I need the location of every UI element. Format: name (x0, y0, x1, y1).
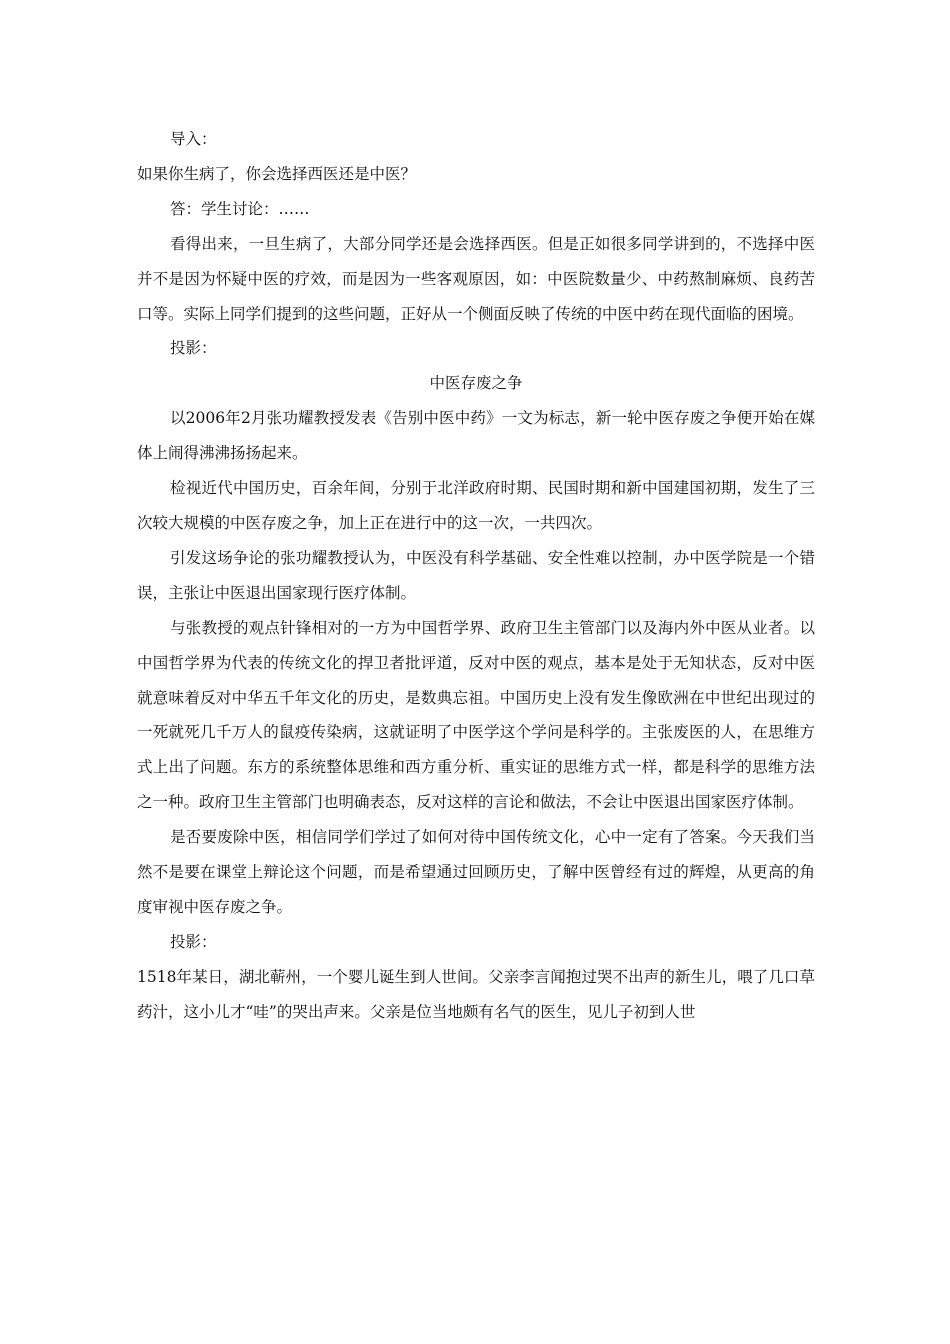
paragraph-zhang-view: 引发这场争论的张功耀教授认为，中医没有科学基础、安全性难以控制，办中医学院是一个错误，主张让中医退出国家现行医疗体制。 (137, 548, 815, 602)
paragraph-question: 如果你生病了，你会选择西医还是中医？ (137, 164, 417, 183)
paragraph-2006-debate: 以2006年2月张功耀教授发表《告别中医中药》一文为标志，新一轮中医存废之争便开始在媒体上闹得沸沸扬扬起来。 (137, 409, 815, 463)
paragraph-opposing-view: 与张教授的观点针锋相对的一方为中国哲学界、政府卫生主管部门以及海内外中医从业者。以中国哲学界为代表的传统文化的捍卫者批评道，反对中医的观点，基本是处于无知状态，反对中医就意味着反对中华五千年文化的历史，是数典忘祖。中国历史上没有发生像欧洲在中世纪出现过的一死就死几千万人的鼠疫传染病，这就证明了中医学这个学问是科学的。主张废医的人，在思维方式上出了问题。东方的系统整体思维和西方重分析、重实证的思维方式一样，都是科学的思维方法之一种。政府卫生主管部门也明确表态，反对这样的言论和做法，不会让中医退出国家医疗体制。 (137, 618, 815, 812)
paragraph-observation: 看得出来，一旦生病了，大部分同学还是会选择西医。但是正如很多同学讲到的，不选择中医并不是因为怀疑中医的疗效，而是因为一些客观原因，如：中医院数量少、中药熬制麻烦、良药苦口等。实际上同学们提到的这些问题，正好从一个侧面反映了传统的中医中药在现代面临的困境。 (137, 234, 815, 323)
section-title: 中医存废之争 (429, 374, 523, 393)
paragraph-projection-label-2: 投影： (170, 932, 217, 951)
paragraph-conclusion: 是否要废除中医，相信同学们学过了如何对待中国传统文化，心中一定有了答案。今天我们当然不是要在课堂上辩论这个问题，而是希望通过回顾历史，了解中医曾经有过的辉煌，从更高的角度审视中医存废之争。 (137, 828, 815, 916)
paragraph-history-review: 检视近代中国历史，百余年间，分别于北洋政府时期、民国时期和新中国建国初期，发生了三次较大规模的中医存废之争，加上正在进行中的这一次，一共四次。 (137, 479, 815, 532)
paragraph-li-shizhen-story: 1518年某日，湖北蕲州，一个婴儿诞生到人世间。父亲李言闻抱过哭不出声的新生儿，喂了几口草药汁，这小儿才“哇”的哭出声来。父亲是位当地颇有名气的医生，见儿子初到人世 (137, 967, 815, 1021)
paragraph-answer: 答：学生讨论：…… (170, 199, 310, 218)
paragraph-projection-label: 投影： (170, 339, 217, 358)
document-body (137, 122, 815, 1030)
paragraph-intro-label: 导入： (170, 130, 217, 148)
